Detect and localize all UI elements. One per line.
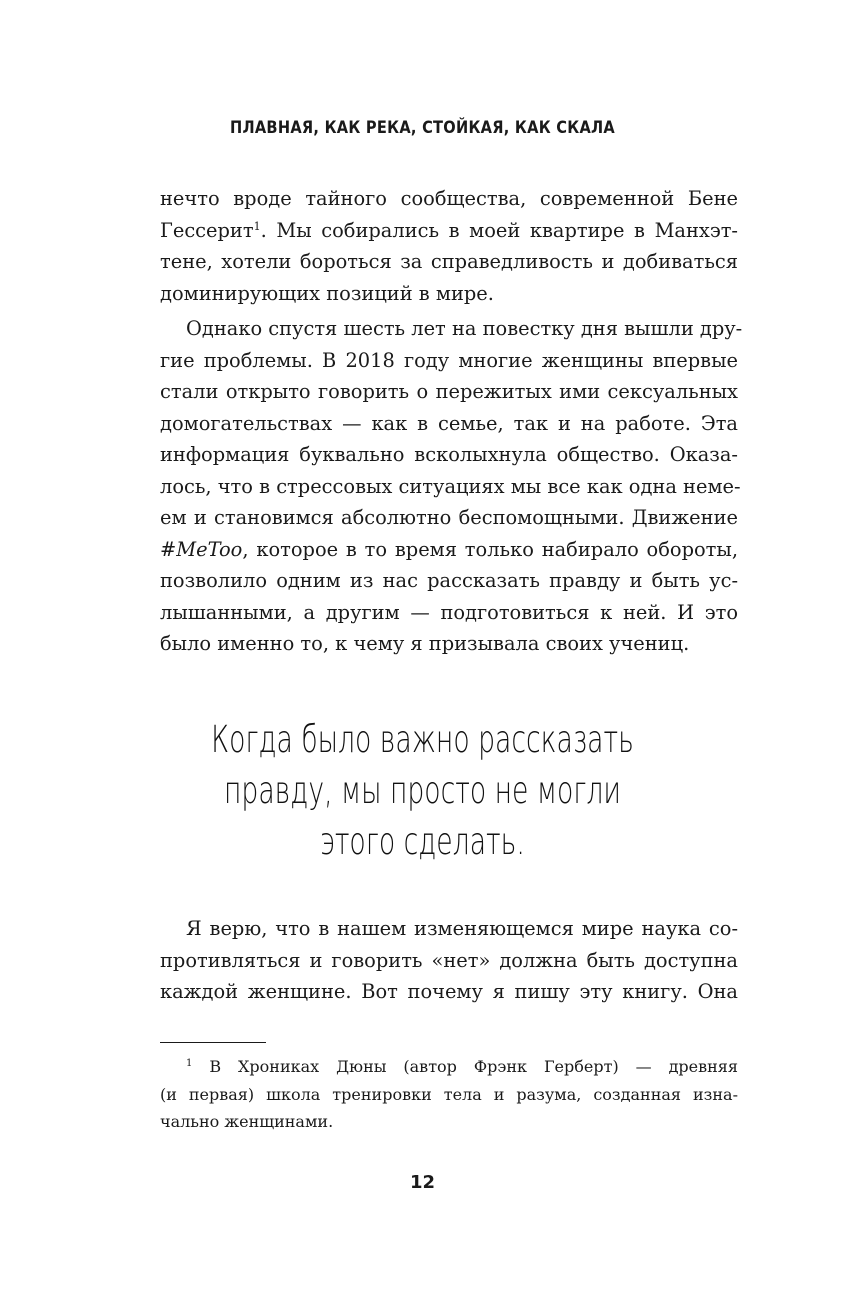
- text-line: было именно то, к чему я призывала своих учениц.: [160, 632, 690, 655]
- pull-quote-line: этого сделать.: [320, 820, 525, 863]
- text-line: домогательствах — как в семье, так и на работе. Эта: [160, 411, 738, 435]
- text-fragment: , которое в то время только набирало обороты,: [242, 537, 738, 561]
- text-fragment: Гессерит: [160, 218, 254, 242]
- pull-quote-line: Когда было важно рассказать: [211, 718, 634, 761]
- text-line: [160, 215, 738, 247]
- text-line: стали открыто говорить о пережитых ими сексуальных: [160, 380, 738, 403]
- text-fragment: . Мы собирались в моей квартире в Манхэт-: [260, 218, 738, 242]
- text-fragment: В Хрониках Дюны (автор Фрэнк Герберт) — древняя: [209, 1057, 738, 1076]
- page-number: 12: [409, 1172, 436, 1193]
- text-line: Я верю, что в нашем изменяющемся мире наука со-: [186, 917, 738, 940]
- pull-quote: [0, 714, 845, 867]
- running-title: ПЛАВНАЯ, КАК РЕКА, СТОЙКАЯ, КАК СКАЛА: [229, 118, 616, 138]
- paragraph-2: [160, 313, 743, 660]
- footnote-line: чально женщинами.: [160, 1112, 334, 1131]
- text-line: ем и становимся абсолютно беспомощными. Движение: [160, 506, 738, 529]
- pull-quote-line: правду, мы просто не могли: [224, 769, 621, 812]
- text-line: Однако спустя шесть лет на повестку дня вышли дру-: [186, 317, 743, 340]
- paragraph-1: [160, 183, 738, 309]
- hashtag-metoo: #MeToo: [160, 537, 243, 561]
- text-line: информация буквально всколыхнула общество. Оказа-: [160, 443, 738, 466]
- paragraph-3: [160, 913, 738, 1008]
- text-line: лось, что в стрессовых ситуациях мы все как одна неме-: [160, 474, 741, 498]
- text-line: лышанными, а другим — подготовиться к ней. И это: [160, 600, 738, 624]
- footnote: [160, 1053, 738, 1136]
- footnote-line: (и первая) школа тренировки тела и разума, созданная изна-: [160, 1084, 738, 1104]
- text-line: нечто вроде тайного сообщества, современной Бене: [160, 187, 738, 210]
- text-line: тене, хотели бороться за справедливость и добиваться: [160, 250, 738, 273]
- footnote-line: [160, 1053, 738, 1081]
- text-line: каждой женщине. Вот почему я пишу эту книгу. Она: [160, 980, 738, 1003]
- text-line: [160, 534, 738, 566]
- text-line: гие проблемы. В 2018 году многие женщины впервые: [160, 348, 738, 372]
- footnote-divider: [160, 1042, 266, 1043]
- text-line: позволило одним из нас рассказать правду и быть ус-: [160, 569, 738, 592]
- footnote-marker: 1: [186, 1058, 193, 1069]
- footnote-reference: 1: [253, 219, 261, 233]
- text-line: доминирующих позиций в мире.: [160, 281, 494, 305]
- text-line: противляться и говорить «нет» должна быть доступна: [160, 948, 738, 972]
